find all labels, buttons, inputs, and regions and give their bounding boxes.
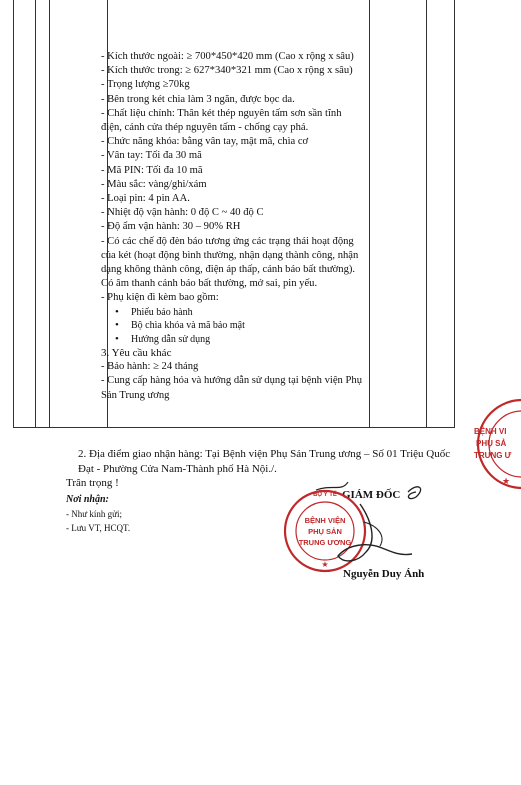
table-border-right (454, 0, 455, 428)
accessory-item: • Phiếu bảo hành (131, 306, 364, 320)
spec-line: - Kích thước trong: ≥ 627*340*321 mm (Cao x rộng x sâu) (101, 65, 353, 77)
recipients-title: Nơi nhận: (66, 494, 109, 505)
table-border-left (13, 0, 14, 428)
partial-stamp (466, 394, 521, 494)
signer-name: Nguyễn Duy Ánh (343, 568, 425, 580)
spec-line: - Phụ kiện đi kèm bao gồm: (101, 292, 219, 304)
delivery-location: 2. Địa điểm giao nhận hàng: Tại Bệnh viện Phụ Sản Trung ương – Số 01 Triệu Quốc Đạt - Phường Cửa Nam-Thành phố Hà Nội./. (78, 448, 451, 475)
table-col-divider (49, 0, 50, 428)
stamp-line: TRUNG Ư (474, 451, 512, 460)
spec-line: - Màu sắc: vàng/ghi/xám (101, 178, 207, 190)
spec-line: - Chất liệu chính: Thân két thép nguyên tấm sơn sần tĩnh điện, cánh cửa thép nguyên tấm - chống cạy phá. (101, 107, 342, 134)
stamp-side-text: BỘ Y TẾ (313, 492, 337, 498)
warranty-line: - Bảo hành: ≥ 24 tháng (101, 361, 199, 373)
spec-line: - Nhiệt độ vận hành: 0 độ C ~ 40 độ C (101, 207, 264, 219)
spec-line: - Chức năng khóa: bằng vân tay, mật mã, chìa cơ (101, 136, 309, 148)
svg-text:★: ★ (321, 560, 329, 569)
table-col-divider (426, 0, 427, 428)
spec-line: - Mã PIN: Tối đa 10 mã (101, 164, 203, 176)
spec-line: - Có các chế độ đèn báo tương ứng các trạng thái hoạt động của két (hoạt động bình thường, nhận dạng thành công, nhận dạng không thành công, điện áp thấp, cảnh báo bất thường). Có âm thanh cảnh báo bất thường, mở sai, pin yếu. (101, 235, 359, 290)
spec-line: - Trọng lượng ≥70kg (101, 79, 190, 91)
spec-line: - Kích thước ngoài: ≥ 700*450*420 mm (Cao x rộng x sâu) (101, 51, 354, 62)
stamp-line: PHỤ SẢ (476, 439, 507, 448)
table-col-divider (369, 0, 370, 428)
supply-line: - Cung cấp hàng hóa và hướng dẫn sử dụng tại bệnh viện Phụ Sản Trung ương (101, 375, 362, 401)
table-border-bottom (13, 427, 455, 428)
section-heading: 3. Yêu cầu khác (101, 347, 172, 360)
spec-line: - Loại pin: 4 pin AA. (101, 193, 190, 205)
spec-line: - Bên trong két chia làm 3 ngăn, được bọc da. (101, 93, 295, 105)
signer-title: GIÁM ĐỐC (342, 489, 401, 501)
accessory-item: • Bộ chìa khóa và mã bảo mật (131, 319, 364, 333)
signature-mark (308, 482, 438, 577)
recipient-item: - Lưu VT, HCQT. (66, 523, 131, 533)
stamp-line: BỆNH VI (474, 427, 507, 436)
recipient-item: - Như kính gửi; (66, 509, 123, 519)
stamp-line: BỆNH VIỆN (304, 516, 346, 525)
svg-text:★: ★ (502, 476, 511, 486)
table-col-divider (35, 0, 36, 428)
accessory-item: • Hướng dẫn sử dụng (131, 333, 364, 347)
spec-line: - Vân tay: Tối đa 30 mã (101, 150, 202, 162)
spec-line: - Độ ẩm vận hành: 30 – 90% RH (101, 221, 241, 233)
stamp-line: TRUNG ƯƠNG (298, 538, 352, 547)
spec-description (101, 50, 364, 403)
spec-list (101, 50, 364, 306)
accessory-list (101, 306, 364, 347)
greeting: Trân trọng ! (66, 477, 119, 489)
stamp-line: PHỤ SẢN (308, 527, 342, 536)
